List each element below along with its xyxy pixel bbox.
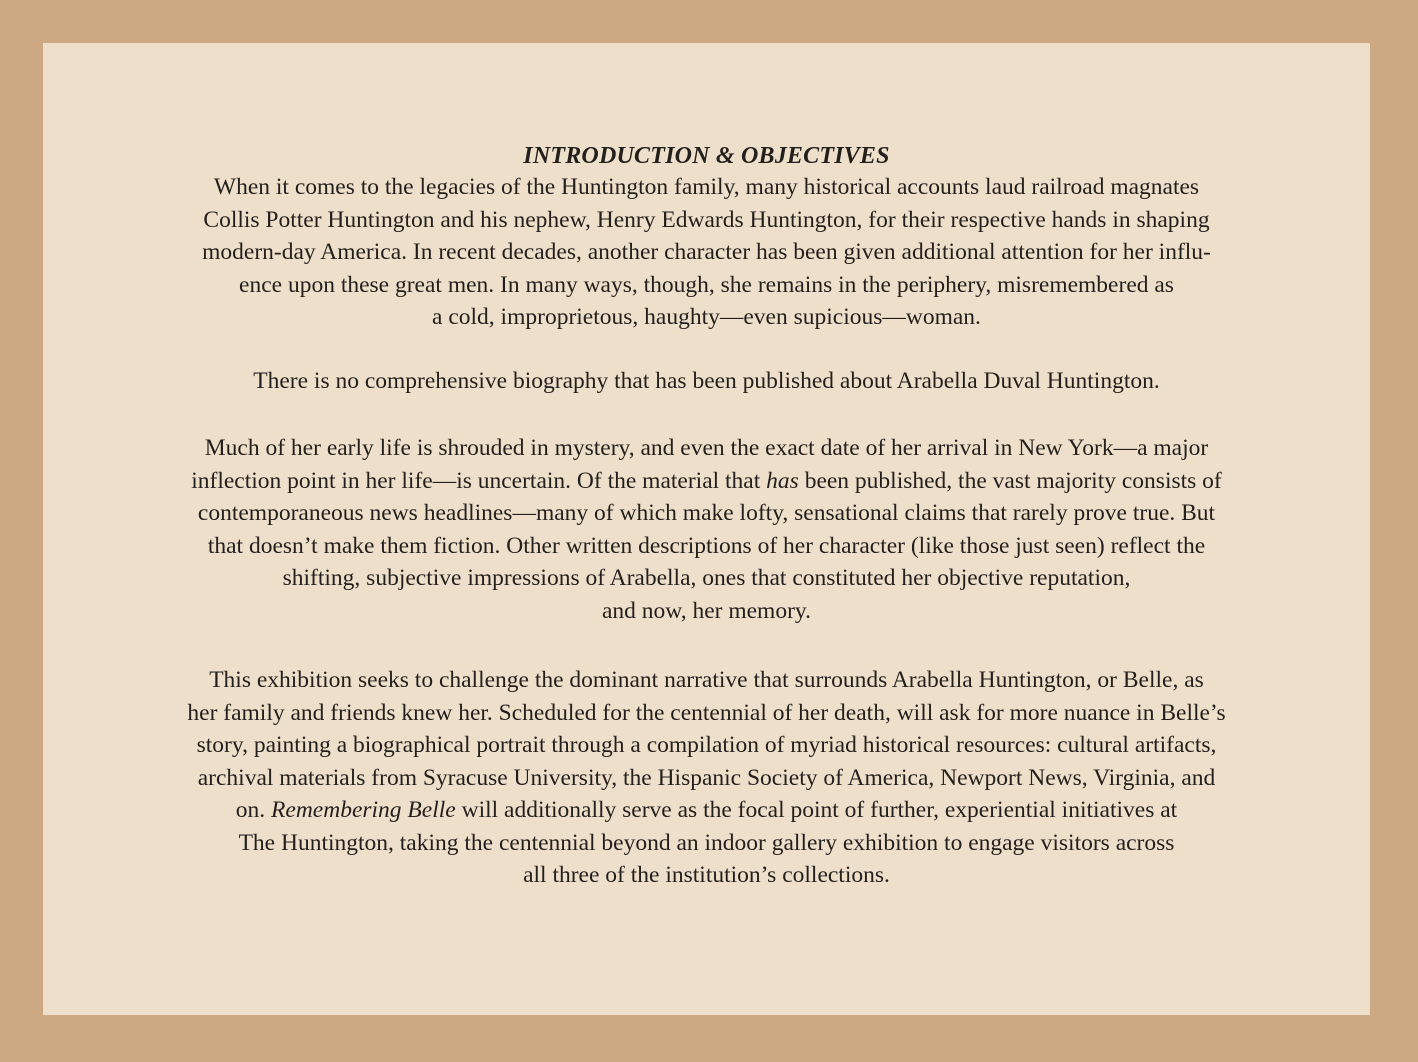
paragraph-line: Collis Potter Huntington and his nephew, Henry Edwards Huntington, for their respective hands in shaping <box>203 206 1210 233</box>
paragraph-line: modern-day America. In recent decades, another character has been given additional attention for her influ- <box>202 239 1211 265</box>
paragraph-line: ence upon these great men. In many ways, though, she remains in the periphery, misremembered as <box>239 271 1174 298</box>
paragraph-line: a cold, improprietous, haughty—even supicious—woman. <box>432 304 981 330</box>
paragraph-line: that doesn’t make them fiction. Other written descriptions of her character (like those just seen) reflect the <box>207 532 1206 559</box>
paragraph-line: Much of her early life is shrouded in mystery, and even the exact date of her arrival in New York—a major <box>204 435 1209 461</box>
paragraph-legacies <box>43 171 1370 334</box>
paragraph-line: There is no comprehensive biography that has been published about Arabella Duval Huntington. <box>253 368 1160 394</box>
paragraph-line: This exhibition seeks to challenge the dominant narrative that surrounds Arabella Huntington, or Belle, as <box>209 667 1204 693</box>
paragraph-line: archival materials from Syracuse University, the Hispanic Society of America, Newport News, Virginia, and <box>197 764 1216 791</box>
paragraph-early-life <box>43 432 1370 627</box>
paragraph-line: The Huntington, taking the centennial beyond an indoor gallery exhibition to engage visitors across <box>238 829 1175 856</box>
paragraph-line <box>43 465 1370 498</box>
paragraph-biography <box>43 365 1370 398</box>
text-run: inflection point in her life—is uncertain. Of the material that <box>191 467 767 494</box>
paragraph-line: all three of the institution’s collections. <box>523 862 890 888</box>
text-run: will additionally serve as the focal point of further, experiential initiatives at <box>455 797 1178 823</box>
content-panel <box>43 43 1370 1015</box>
text-run: been published, the vast majority consists of <box>798 467 1222 494</box>
paragraph-line: contemporaneous news headlines—many of which make lofty, sensational claims that rarely prove true. But <box>197 500 1216 526</box>
text-run: on. <box>235 797 272 823</box>
section-heading: INTRODUCTION & OBJECTIVES <box>523 143 890 169</box>
paragraph-exhibition <box>43 664 1370 892</box>
emphasis-exhibition-title: Remembering Belle <box>271 797 456 823</box>
paragraph-line: When it comes to the legacies of the Huntington family, many historical accounts laud railroad magnates <box>213 174 1200 200</box>
paragraph-line: her family and friends knew her. Scheduled for the centennial of her death, will ask for more nuance in Belle’s <box>187 699 1226 726</box>
paragraph-line: and now, her memory. <box>601 597 812 624</box>
paragraph-line: shifting, subjective impressions of Arabella, ones that constituted her objective reputation, <box>282 565 1131 591</box>
emphasis-has: has <box>766 467 799 494</box>
paragraph-line <box>43 794 1370 827</box>
paragraph-line: story, painting a biographical portrait through a compilation of myriad historical resources: cultural artifacts, <box>196 732 1217 758</box>
